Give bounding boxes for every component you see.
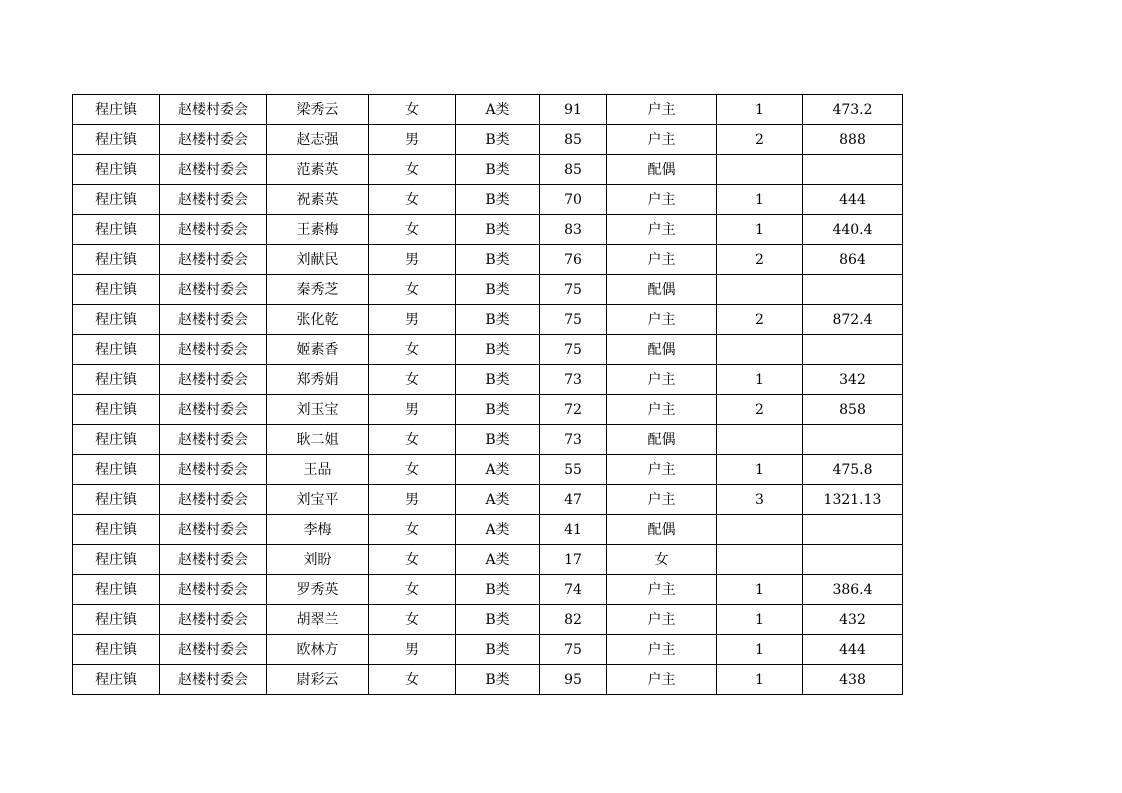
age-cell: 83 [540,215,607,245]
gender-cell: 男 [369,395,456,425]
village-cell: 赵楼村委会 [160,515,267,545]
name-cell: 刘盼 [267,545,369,575]
gender-cell: 男 [369,125,456,155]
name-cell: 郑秀娟 [267,365,369,395]
amount-cell: 444 [803,635,903,665]
category-cell: B类 [456,425,540,455]
household-size-cell: 2 [717,245,803,275]
town-cell: 程庄镇 [73,665,160,695]
name-cell: 赵志强 [267,125,369,155]
relation-cell: 户主 [607,185,717,215]
village-cell: 赵楼村委会 [160,665,267,695]
age-cell: 75 [540,305,607,335]
amount-cell [803,155,903,185]
household-size-cell: 2 [717,395,803,425]
amount-cell: 438 [803,665,903,695]
household-size-cell: 2 [717,125,803,155]
town-cell: 程庄镇 [73,365,160,395]
gender-cell: 男 [369,635,456,665]
table-row [73,95,903,125]
age-cell: 85 [540,155,607,185]
name-cell: 范素英 [267,155,369,185]
relation-cell: 户主 [607,215,717,245]
village-cell: 赵楼村委会 [160,185,267,215]
category-cell: B类 [456,665,540,695]
amount-cell: 858 [803,395,903,425]
household-size-cell: 2 [717,305,803,335]
table-row [73,275,903,305]
table-row [73,215,903,245]
household-size-cell: 1 [717,665,803,695]
table-body [73,95,903,695]
gender-cell: 女 [369,665,456,695]
village-cell: 赵楼村委会 [160,485,267,515]
amount-cell: 444 [803,185,903,215]
name-cell: 梁秀云 [267,95,369,125]
age-cell: 75 [540,335,607,365]
gender-cell: 女 [369,155,456,185]
gender-cell: 女 [369,185,456,215]
name-cell: 张化乾 [267,305,369,335]
table-row [73,335,903,365]
amount-cell [803,515,903,545]
age-cell: 75 [540,635,607,665]
age-cell: 73 [540,365,607,395]
relation-cell: 配偶 [607,335,717,365]
name-cell: 刘献民 [267,245,369,275]
relation-cell: 配偶 [607,515,717,545]
amount-cell: 342 [803,365,903,395]
village-cell: 赵楼村委会 [160,395,267,425]
category-cell: B类 [456,125,540,155]
town-cell: 程庄镇 [73,155,160,185]
amount-cell: 475.8 [803,455,903,485]
town-cell: 程庄镇 [73,605,160,635]
town-cell: 程庄镇 [73,125,160,155]
category-cell: A类 [456,545,540,575]
relation-cell: 户主 [607,245,717,275]
data-table [72,94,903,695]
town-cell: 程庄镇 [73,425,160,455]
table-row [73,605,903,635]
amount-cell: 1321.13 [803,485,903,515]
household-size-cell: 1 [717,455,803,485]
village-cell: 赵楼村委会 [160,425,267,455]
household-size-cell [717,155,803,185]
name-cell: 刘玉宝 [267,395,369,425]
name-cell: 王素梅 [267,215,369,245]
age-cell: 75 [540,275,607,305]
gender-cell: 男 [369,245,456,275]
town-cell: 程庄镇 [73,215,160,245]
table-row [73,455,903,485]
amount-cell: 473.2 [803,95,903,125]
village-cell: 赵楼村委会 [160,455,267,485]
amount-cell: 864 [803,245,903,275]
category-cell: B类 [456,215,540,245]
age-cell: 73 [540,425,607,455]
name-cell: 李梅 [267,515,369,545]
household-size-cell [717,545,803,575]
category-cell: B类 [456,245,540,275]
gender-cell: 男 [369,305,456,335]
village-cell: 赵楼村委会 [160,215,267,245]
household-size-cell: 1 [717,95,803,125]
name-cell: 王品 [267,455,369,485]
name-cell: 秦秀芝 [267,275,369,305]
amount-cell [803,335,903,365]
table-row [73,575,903,605]
town-cell: 程庄镇 [73,395,160,425]
age-cell: 47 [540,485,607,515]
household-size-cell [717,335,803,365]
name-cell: 欧林方 [267,635,369,665]
name-cell: 尉彩云 [267,665,369,695]
table-row [73,545,903,575]
gender-cell: 女 [369,425,456,455]
relation-cell: 户主 [607,365,717,395]
name-cell: 姬素香 [267,335,369,365]
category-cell: B类 [456,605,540,635]
household-size-cell [717,425,803,455]
village-cell: 赵楼村委会 [160,125,267,155]
amount-cell [803,545,903,575]
category-cell: B类 [456,635,540,665]
table-row [73,305,903,335]
gender-cell: 女 [369,335,456,365]
category-cell: A类 [456,515,540,545]
household-size-cell [717,275,803,305]
household-size-cell: 1 [717,185,803,215]
age-cell: 82 [540,605,607,635]
relation-cell: 户主 [607,455,717,485]
village-cell: 赵楼村委会 [160,335,267,365]
village-cell: 赵楼村委会 [160,155,267,185]
name-cell: 罗秀英 [267,575,369,605]
age-cell: 91 [540,95,607,125]
table-row [73,365,903,395]
age-cell: 72 [540,395,607,425]
relation-cell: 配偶 [607,275,717,305]
name-cell: 耿二姐 [267,425,369,455]
town-cell: 程庄镇 [73,275,160,305]
category-cell: B类 [456,305,540,335]
gender-cell: 女 [369,275,456,305]
category-cell: B类 [456,575,540,605]
town-cell: 程庄镇 [73,485,160,515]
household-size-cell: 1 [717,605,803,635]
category-cell: B类 [456,365,540,395]
table-row [73,185,903,215]
age-cell: 95 [540,665,607,695]
relation-cell: 户主 [607,125,717,155]
age-cell: 41 [540,515,607,545]
amount-cell: 386.4 [803,575,903,605]
category-cell: B类 [456,155,540,185]
relation-cell: 户主 [607,635,717,665]
village-cell: 赵楼村委会 [160,635,267,665]
category-cell: B类 [456,335,540,365]
age-cell: 85 [540,125,607,155]
gender-cell: 女 [369,95,456,125]
gender-cell: 女 [369,455,456,485]
table-row [73,515,903,545]
table-row [73,395,903,425]
age-cell: 74 [540,575,607,605]
amount-cell [803,425,903,455]
age-cell: 76 [540,245,607,275]
village-cell: 赵楼村委会 [160,545,267,575]
category-cell: B类 [456,275,540,305]
amount-cell: 888 [803,125,903,155]
town-cell: 程庄镇 [73,245,160,275]
village-cell: 赵楼村委会 [160,605,267,635]
table-row [73,125,903,155]
amount-cell: 872.4 [803,305,903,335]
town-cell: 程庄镇 [73,335,160,365]
gender-cell: 女 [369,515,456,545]
amount-cell: 440.4 [803,215,903,245]
town-cell: 程庄镇 [73,305,160,335]
age-cell: 55 [540,455,607,485]
village-cell: 赵楼村委会 [160,365,267,395]
town-cell: 程庄镇 [73,95,160,125]
village-cell: 赵楼村委会 [160,575,267,605]
name-cell: 胡翠兰 [267,605,369,635]
town-cell: 程庄镇 [73,545,160,575]
town-cell: 程庄镇 [73,515,160,545]
gender-cell: 男 [369,485,456,515]
table-row [73,665,903,695]
age-cell: 70 [540,185,607,215]
gender-cell: 女 [369,365,456,395]
table-row [73,485,903,515]
amount-cell: 432 [803,605,903,635]
category-cell: A类 [456,95,540,125]
gender-cell: 女 [369,545,456,575]
town-cell: 程庄镇 [73,575,160,605]
relation-cell: 户主 [607,395,717,425]
relation-cell: 女 [607,545,717,575]
relation-cell: 配偶 [607,155,717,185]
household-size-cell [717,515,803,545]
name-cell: 刘宝平 [267,485,369,515]
gender-cell: 女 [369,605,456,635]
category-cell: B类 [456,395,540,425]
town-cell: 程庄镇 [73,185,160,215]
name-cell: 祝素英 [267,185,369,215]
household-size-cell: 3 [717,485,803,515]
relation-cell: 户主 [607,95,717,125]
town-cell: 程庄镇 [73,455,160,485]
household-size-cell: 1 [717,635,803,665]
village-cell: 赵楼村委会 [160,305,267,335]
relation-cell: 户主 [607,575,717,605]
table-row [73,425,903,455]
table-row [73,155,903,185]
gender-cell: 女 [369,215,456,245]
table-row [73,245,903,275]
relation-cell: 户主 [607,305,717,335]
relation-cell: 户主 [607,665,717,695]
category-cell: A类 [456,455,540,485]
relation-cell: 户主 [607,605,717,635]
relation-cell: 户主 [607,485,717,515]
household-size-cell: 1 [717,575,803,605]
village-cell: 赵楼村委会 [160,95,267,125]
category-cell: B类 [456,185,540,215]
category-cell: A类 [456,485,540,515]
amount-cell [803,275,903,305]
household-size-cell: 1 [717,215,803,245]
table-row [73,635,903,665]
town-cell: 程庄镇 [73,635,160,665]
age-cell: 17 [540,545,607,575]
village-cell: 赵楼村委会 [160,275,267,305]
household-size-cell: 1 [717,365,803,395]
gender-cell: 女 [369,575,456,605]
village-cell: 赵楼村委会 [160,245,267,275]
relation-cell: 配偶 [607,425,717,455]
